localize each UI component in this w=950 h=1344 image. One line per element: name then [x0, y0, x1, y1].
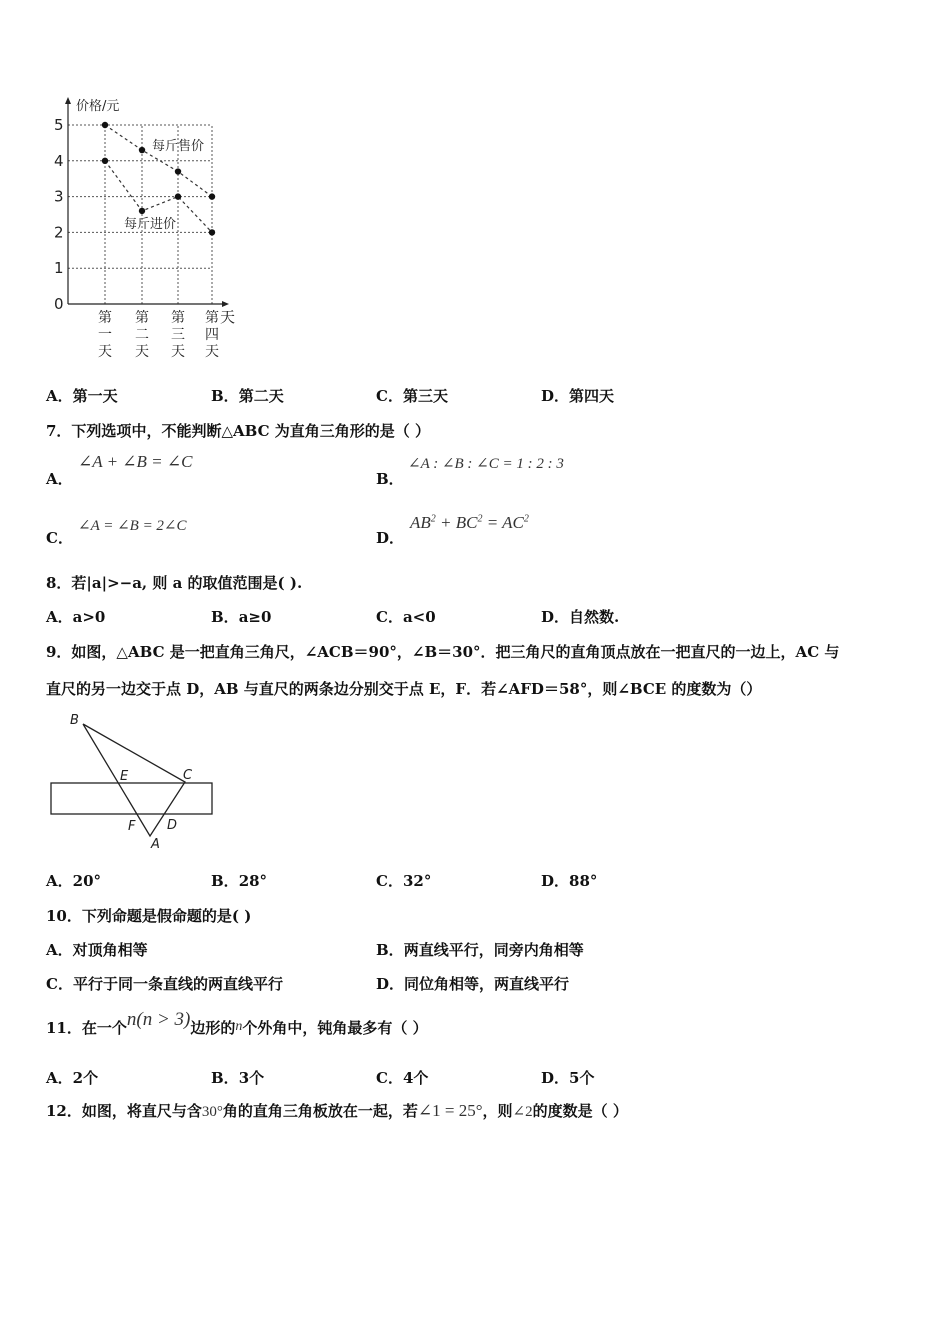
data-point: [175, 193, 181, 199]
q10-option-b[interactable]: B．两直线平行，同旁内角相等: [376, 941, 584, 959]
x-tick-label: 第: [98, 310, 112, 326]
q10-stem: 10．下列命题是假命题的是( ): [46, 907, 252, 925]
data-point: [209, 229, 215, 235]
q10-option-d[interactable]: D．同位角相等，两直线平行: [376, 975, 570, 993]
label-a: A: [151, 837, 160, 852]
q10-option-c[interactable]: C．平行于同一条直线的两直线平行: [46, 975, 283, 993]
q7-option-d-formula: $AB^2 + BC^2 = AC^2$: [410, 513, 529, 532]
x-tick-label: 第: [171, 310, 185, 326]
series-label-sale: 每斤售价: [152, 139, 205, 154]
q10-option-a[interactable]: A．对顶角相等: [46, 941, 148, 959]
label-c: C: [183, 768, 193, 783]
x-tick-label: 天: [98, 344, 112, 360]
data-point: [139, 147, 145, 153]
y-tick-label: 0: [54, 295, 64, 313]
x-tick-label: 三: [171, 327, 185, 343]
q8-stem: 8．若|a|>−a, 则 a 的取值范围是( ).: [46, 574, 303, 592]
x-tick-label: 一: [98, 327, 112, 343]
q7-option-c-formula: ∠A = ∠B = 2∠C: [78, 518, 187, 534]
q7-stem: 7．下列选项中，不能判断△ABC 为直角三角形的是（ ）: [46, 422, 430, 440]
data-point: [175, 168, 181, 174]
series-label-cost: 每斤进价: [124, 217, 177, 232]
label-d: D: [167, 818, 178, 833]
y-tick-label: 3: [54, 187, 64, 206]
chart-ylabel: 价格/元: [76, 99, 120, 114]
y-tick-label: 1: [54, 259, 64, 278]
q9-option-a[interactable]: A．20°: [46, 872, 102, 890]
q9-option-c[interactable]: C．32°: [376, 872, 432, 890]
y-axis-arrow: [65, 97, 71, 104]
x-tick-label: 第: [205, 310, 219, 326]
q11-option-c[interactable]: C．4个: [376, 1069, 429, 1087]
y-tick-label: 5: [54, 116, 64, 134]
q9-stem-line2: 直尺的另一边交于点 D，AB 与直尺的两条边分别交于点 E，F．若∠AFD＝58°，则∠BCE 的度数为（）: [46, 680, 762, 698]
label-f: F: [128, 819, 136, 834]
label-b: B: [70, 713, 79, 728]
q6-option-c[interactable]: C．第三天: [376, 387, 448, 405]
chart-xlabel: 天: [220, 308, 236, 326]
q7-option-a-formula: ∠A + ∠B = ∠C: [78, 452, 193, 471]
x-axis-arrow: [222, 301, 229, 307]
q12-stem: 12．如图，将直尺与含30°角的直角三角板放在一起，若∠1 = 25°，则∠2的度数是（ ）: [46, 1101, 628, 1120]
price-line-chart: [40, 92, 260, 364]
data-point: [139, 208, 145, 214]
q11-option-d[interactable]: D．5个: [541, 1069, 595, 1087]
q8-option-b[interactable]: B．a≥0: [211, 608, 272, 626]
q7-option-b-letter[interactable]: B．: [376, 470, 404, 488]
q9-stem-line1: 9．如图，△ABC 是一把直角三角尺，∠ACB＝90°，∠B＝30°．把三角尺的直角顶点放在一把直尺的一边上，AC 与: [46, 643, 840, 661]
x-tick-label: 第: [135, 310, 149, 326]
y-tick-label: 2: [54, 223, 64, 242]
q9-option-b[interactable]: B．28°: [211, 872, 268, 890]
q9-option-d[interactable]: D．88°: [541, 872, 598, 890]
x-tick-label: 天: [171, 344, 185, 360]
q6-option-d[interactable]: D．第四天: [541, 387, 615, 405]
data-point: [102, 158, 108, 164]
q11-option-b[interactable]: B．3个: [211, 1069, 265, 1087]
q8-option-d[interactable]: D．自然数.: [541, 608, 620, 626]
q7-option-c-letter[interactable]: C．: [46, 529, 73, 547]
x-tick-label: 天: [205, 344, 219, 360]
q7-option-a-letter[interactable]: A．: [46, 470, 73, 488]
q7-option-d-letter[interactable]: D．: [376, 529, 405, 547]
label-e: E: [120, 769, 129, 784]
q11-stem: 11．在一个n(n > 3)边形的n个外角中，钝角最多有（ ）: [46, 1009, 428, 1037]
data-point: [102, 122, 108, 128]
q7-option-b-formula: ∠A : ∠B : ∠C = 1 : 2 : 3: [408, 456, 564, 472]
y-tick-label: 4: [54, 151, 64, 170]
q6-option-b[interactable]: B．第二天: [211, 387, 284, 405]
x-tick-label: 四: [205, 327, 219, 343]
x-tick-label: 二: [135, 327, 149, 343]
data-point: [209, 193, 215, 199]
q8-option-a[interactable]: A．a>0: [46, 608, 106, 626]
ruler: [51, 783, 212, 814]
q9-triangle-ruler-figure: [44, 708, 224, 853]
q8-option-c[interactable]: C．a<0: [376, 608, 436, 626]
x-tick-label: 天: [135, 344, 149, 360]
q6-option-a[interactable]: A．第一天: [46, 387, 118, 405]
q11-option-a[interactable]: A．2个: [46, 1069, 99, 1087]
